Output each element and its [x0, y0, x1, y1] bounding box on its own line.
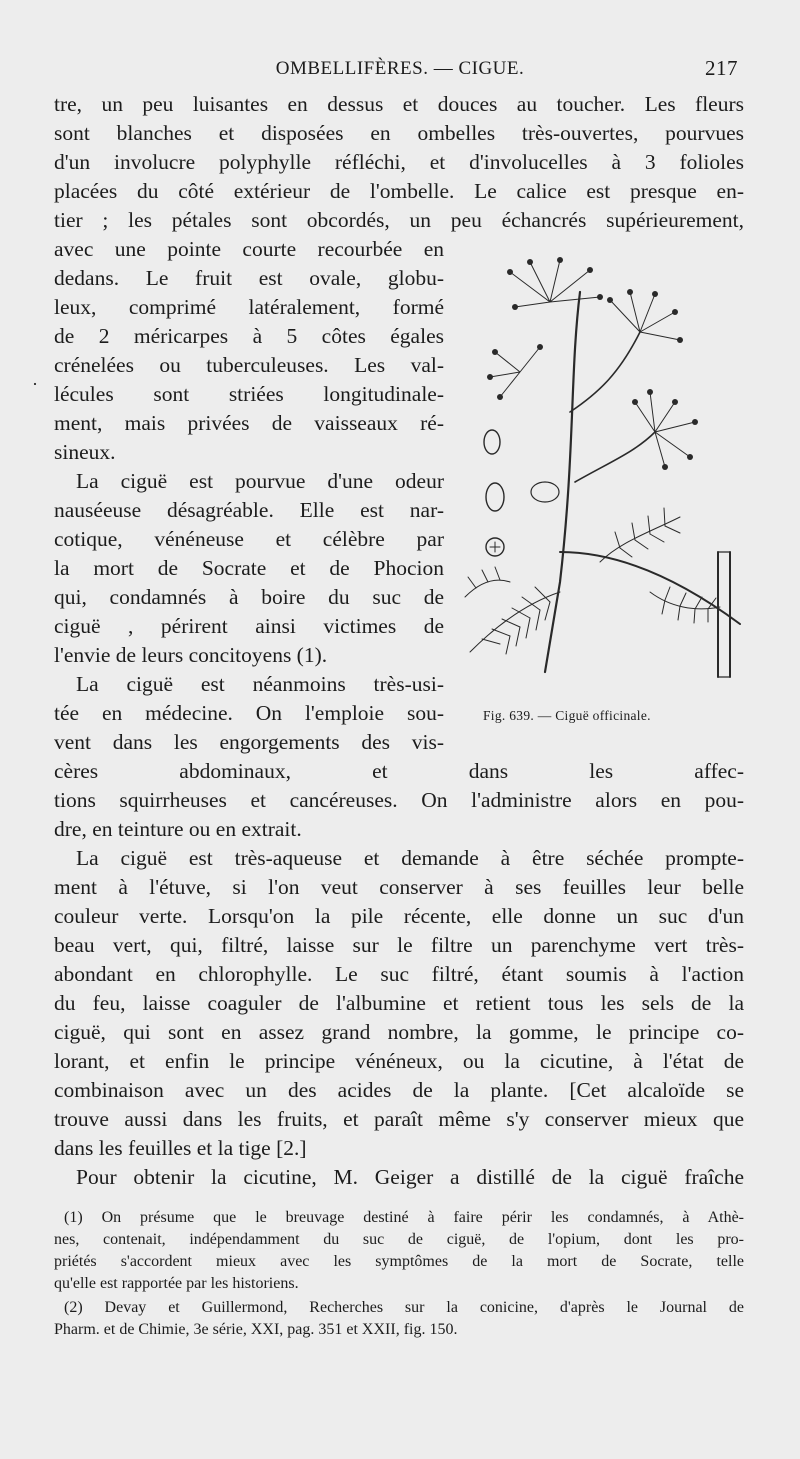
text-line: dre, en teinture ou en extrait.	[54, 817, 302, 841]
text-line: tier ; les pétales sont obcordés, un peu échancrés supérieurement,	[54, 208, 744, 232]
page-number: 217	[705, 56, 738, 80]
text-line: sont blanches et disposées en ombelles très-ouvertes, pourvues	[54, 121, 744, 145]
text-line: sineux.	[54, 440, 116, 464]
text-line: combinaison avec un des acides de la plante. [Cet alcaloïde se	[54, 1078, 744, 1102]
text-line: cotique, vénéneuse et célèbre par	[54, 527, 444, 551]
text-line: d'un involucre polyphylle réfléchi, et d'involucelles à 3 folioles	[54, 150, 744, 174]
text-line: tions squirrheuses et cancéreuses. On l'administre alors en pou-	[54, 788, 744, 812]
footnote-line: Pharm. et de Chimie, 3e série, XXI, pag. 351 et XXII, fig. 150.	[54, 1321, 458, 1338]
text-line: avec une pointe courte recourbée en	[54, 237, 444, 261]
text-line: dans les feuilles et la tige [2.]	[54, 1136, 307, 1160]
text-line: trouve aussi dans les fruits, et paraît même s'y conserver mieux que	[54, 1107, 744, 1131]
running-header	[0, 56, 800, 86]
text-line: la mort de Socrate et de Phocion	[54, 556, 444, 580]
header-title: OMBELLIFÈRES. — CIGUE.	[275, 58, 525, 79]
text-line: Pour obtenir la cicutine, M. Geiger a distillé de la ciguë fraîche	[76, 1165, 744, 1189]
text-line: ment, mais privées de vaisseaux ré-	[54, 411, 444, 435]
text-line: tre, un peu luisantes en dessus et douces au toucher. Les fleurs	[54, 92, 744, 116]
text-line: La ciguë est très-aqueuse et demande à être séchée prompte-	[76, 846, 744, 870]
margin-dot: ·	[32, 374, 38, 394]
text-line: nauséeuse désagréable. Elle est nar-	[54, 498, 444, 522]
text-line: ment à l'étuve, si l'on veut conserver à ses feuilles leur belle	[54, 875, 744, 899]
text-line: ciguë , périrent ainsi victimes de	[54, 614, 444, 638]
text-line: leux, comprimé latéralement, formé	[54, 295, 444, 319]
text-line: beau vert, qui, filtré, laisse sur le filtre un parenchyme vert très-	[54, 933, 744, 957]
text-line: couleur verte. Lorsqu'on la pile récente, elle donne un suc d'un	[54, 904, 744, 928]
text-line: abondant en chlorophylle. Le suc filtré, étant soumis à l'action	[54, 962, 744, 986]
text-line: placées du côté extérieur de l'ombelle. Le calice est presque en-	[54, 179, 744, 203]
text-line: tée en médecine. On l'emploie sou-	[54, 701, 444, 725]
footnote-line: priétés s'accordent mieux avec les symptômes de la mort de Socrate, telle	[54, 1253, 744, 1270]
text-line: du feu, laisse coaguler de l'albumine et retient tous les sels de la	[54, 991, 744, 1015]
text-line: ciguë, qui sont en assez grand nombre, la gomme, le principe co-	[54, 1020, 744, 1044]
footnote-line: qu'elle est rapportée par les historiens.	[54, 1275, 299, 1292]
text-line: crénelées ou tuberculeuses. Les val-	[54, 353, 444, 377]
text-line: La ciguë est pourvue d'une odeur	[76, 469, 444, 493]
text-line: vent dans les engorgements des vis-	[54, 730, 444, 754]
text-line: cères abdominaux, et dans les affec-	[54, 759, 744, 783]
figure-caption: Fig. 639. — Ciguë officinale.	[483, 708, 651, 723]
text-line: de 2 méricarpes à 5 côtes égales	[54, 324, 444, 348]
text-line: lécules sont striées longitudinale-	[54, 382, 444, 406]
footnote-line: (2) Devay et Guillermond, Recherches sur la conicine, d'après le Journal de	[64, 1299, 744, 1316]
footnote-line: (1) On présume que le breuvage destiné à faire périr les condamnés, à Athè-	[64, 1209, 744, 1226]
text-line: qui, condamnés à boire du suc de	[54, 585, 444, 609]
text-line: l'envie de leurs concitoyens (1).	[54, 643, 328, 667]
text-line: lorant, et enfin le principe vénéneux, ou la cicutine, à l'état de	[54, 1049, 744, 1073]
footnote-line: nes, contenait, indépendamment du suc de ciguë, de l'opium, dont les pro-	[54, 1231, 744, 1248]
text-line: dedans. Le fruit est ovale, globu-	[54, 266, 444, 290]
text-line: La ciguë est néanmoins très-usi-	[76, 672, 444, 696]
hemlock-illustration	[450, 252, 750, 702]
